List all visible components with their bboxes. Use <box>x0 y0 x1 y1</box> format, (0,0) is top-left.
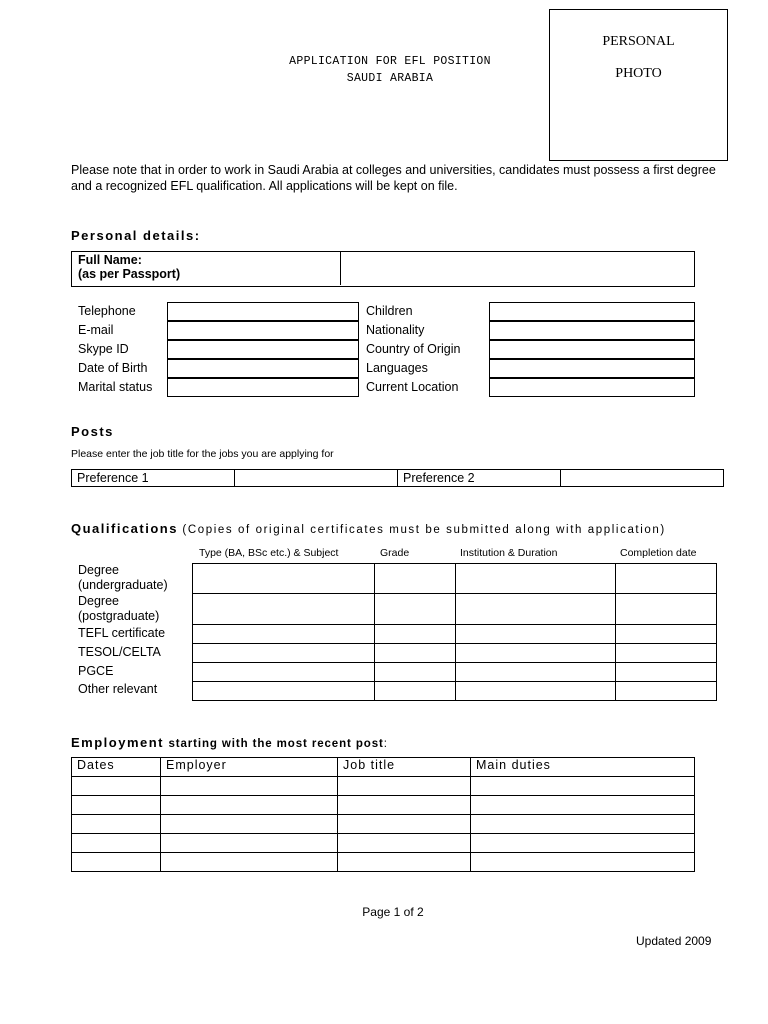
full-name-sublabel: (as per Passport) <box>78 267 181 281</box>
qual-cell-input[interactable] <box>616 682 717 701</box>
qual-row-label: Degree <box>78 594 119 608</box>
qual-cell-input[interactable] <box>616 594 717 625</box>
marital-status-label: Marital status <box>78 380 153 394</box>
emp-cell-input[interactable] <box>471 796 695 815</box>
emp-cell-input[interactable] <box>471 834 695 853</box>
preference-2-input[interactable] <box>561 470 724 487</box>
qual-cell-input[interactable] <box>456 682 616 701</box>
emp-cell-input[interactable] <box>471 777 695 796</box>
table-row <box>72 777 695 796</box>
qual-col-grade: Grade <box>380 547 410 559</box>
qual-col-completion: Completion date <box>620 547 697 559</box>
skype-input[interactable] <box>167 340 359 359</box>
marital-status-input[interactable] <box>167 378 359 397</box>
qual-cell-input[interactable] <box>193 663 375 682</box>
qual-row-sublabel: (undergraduate) <box>78 578 168 592</box>
qual-cell-input[interactable] <box>616 663 717 682</box>
qual-cell-input[interactable] <box>375 564 456 594</box>
emp-cell-input[interactable] <box>72 815 161 834</box>
qual-row-label: Degree <box>78 563 119 577</box>
skype-label: Skype ID <box>78 342 129 356</box>
nationality-input[interactable] <box>489 321 695 340</box>
posts-note: Please enter the job title for the jobs you are applying for <box>71 448 334 460</box>
emp-cell-input[interactable] <box>72 777 161 796</box>
table-row <box>72 815 695 834</box>
preference-2-label: Preference 2 <box>398 470 561 487</box>
qual-cell-input[interactable] <box>193 682 375 701</box>
form-title: APPLICATION FOR EFL POSITION <box>289 55 491 68</box>
emp-cell-input[interactable] <box>471 815 695 834</box>
intro-paragraph: Please note that in order to work in Saudi Arabia at colleges and universities, candidates must possess a first degree and a recognized EFL qualification. All applications will be kept on file. <box>71 163 716 193</box>
qual-col-type: Type (BA, BSc etc.) & Subject <box>199 547 339 559</box>
telephone-input[interactable] <box>167 302 359 321</box>
posts-table <box>71 469 724 487</box>
personal-details-heading: Personal details: <box>71 228 201 243</box>
emp-cell-input[interactable] <box>471 853 695 872</box>
languages-input[interactable] <box>489 359 695 378</box>
qual-cell-input[interactable] <box>616 644 717 663</box>
nationality-label: Nationality <box>366 323 425 337</box>
employment-subheading: starting with the most recent post <box>168 738 384 750</box>
full-name-label: Full Name: <box>78 253 142 267</box>
form-subtitle: SAUDI ARABIA <box>346 72 434 85</box>
employment-table <box>71 757 695 872</box>
personal-photo-box[interactable] <box>549 9 728 161</box>
full-name-input[interactable] <box>342 252 692 285</box>
photo-label-line1: PERSONAL <box>602 34 675 49</box>
qual-cell-input[interactable] <box>456 594 616 625</box>
emp-cell-input[interactable] <box>338 815 471 834</box>
telephone-label: Telephone <box>78 304 136 318</box>
emp-cell-input[interactable] <box>338 834 471 853</box>
emp-cell-input[interactable] <box>338 853 471 872</box>
qual-row-pgce: PGCE <box>78 664 114 678</box>
qualifications-table <box>192 563 717 701</box>
qual-cell-input[interactable] <box>375 594 456 625</box>
dob-input[interactable] <box>167 359 359 378</box>
table-row <box>193 564 717 594</box>
photo-label-line2: PHOTO <box>615 66 662 81</box>
email-input[interactable] <box>167 321 359 340</box>
full-name-row <box>71 251 695 287</box>
qual-row-tesol: TESOL/CELTA <box>78 645 161 659</box>
qualifications-note: (Copies of original certificates must be submitted along with application) <box>182 524 666 536</box>
qual-col-institution: Institution & Duration <box>460 547 558 559</box>
current-location-input[interactable] <box>489 378 695 397</box>
table-row <box>72 796 695 815</box>
languages-label: Languages <box>366 361 428 375</box>
employment-heading-line <box>71 734 387 752</box>
employment-heading: Employment <box>71 735 165 750</box>
qual-cell-input[interactable] <box>193 564 375 594</box>
emp-cell-input[interactable] <box>338 796 471 815</box>
emp-cell-input[interactable] <box>161 853 338 872</box>
qual-row-tefl: TEFL certificate <box>78 626 166 640</box>
emp-cell-input[interactable] <box>161 796 338 815</box>
country-of-origin-label: Country of Origin <box>366 342 461 356</box>
qual-row-sublabel: (postgraduate) <box>78 609 160 623</box>
emp-cell-input[interactable] <box>72 834 161 853</box>
posts-heading: Posts <box>71 424 114 439</box>
current-location-label: Current Location <box>366 380 459 394</box>
preference-1-label: Preference 1 <box>72 470 235 487</box>
qual-cell-input[interactable] <box>375 625 456 644</box>
qual-cell-input[interactable] <box>456 663 616 682</box>
qual-cell-input[interactable] <box>193 594 375 625</box>
children-input[interactable] <box>489 302 695 321</box>
qual-row-degree-pg <box>78 594 159 624</box>
qual-row-degree-ug <box>78 563 168 593</box>
dob-label: Date of Birth <box>78 361 148 375</box>
table-row <box>193 663 717 682</box>
qual-cell-input[interactable] <box>456 625 616 644</box>
qual-cell-input[interactable] <box>375 682 456 701</box>
qual-cell-input[interactable] <box>616 564 717 594</box>
page-number: Page 1 of 2 <box>362 905 424 919</box>
emp-cell-input[interactable] <box>161 834 338 853</box>
qual-cell-input[interactable] <box>616 625 717 644</box>
emp-cell-input[interactable] <box>72 796 161 815</box>
table-row <box>193 682 717 701</box>
table-row <box>72 853 695 872</box>
qual-cell-input[interactable] <box>193 625 375 644</box>
qual-cell-input[interactable] <box>456 644 616 663</box>
updated-note: Updated 2009 <box>636 934 712 948</box>
table-row <box>72 834 695 853</box>
country-of-origin-input[interactable] <box>489 340 695 359</box>
qualifications-heading: Qualifications <box>71 521 178 536</box>
emp-col-dates: Dates <box>72 758 161 777</box>
emp-cell-input[interactable] <box>161 815 338 834</box>
table-row <box>193 644 717 663</box>
emp-cell-input[interactable] <box>338 777 471 796</box>
preference-1-input[interactable] <box>235 470 398 487</box>
emp-cell-input[interactable] <box>161 777 338 796</box>
qual-cell-input[interactable] <box>375 663 456 682</box>
qualifications-heading-line <box>71 520 666 538</box>
table-row <box>72 758 695 777</box>
full-name-label-cell <box>72 252 341 285</box>
qual-row-other: Other relevant <box>78 682 158 696</box>
emp-col-job-title: Job title <box>338 758 471 777</box>
emp-col-employer: Employer <box>161 758 338 777</box>
table-row <box>193 625 717 644</box>
qual-cell-input[interactable] <box>456 564 616 594</box>
emp-cell-input[interactable] <box>72 853 161 872</box>
children-label: Children <box>366 304 413 318</box>
email-label: E-mail <box>78 323 114 337</box>
table-row <box>193 594 717 625</box>
qual-cell-input[interactable] <box>375 644 456 663</box>
emp-col-main-duties: Main duties <box>471 758 695 777</box>
qual-cell-input[interactable] <box>193 644 375 663</box>
employment-colon: : <box>383 738 387 750</box>
